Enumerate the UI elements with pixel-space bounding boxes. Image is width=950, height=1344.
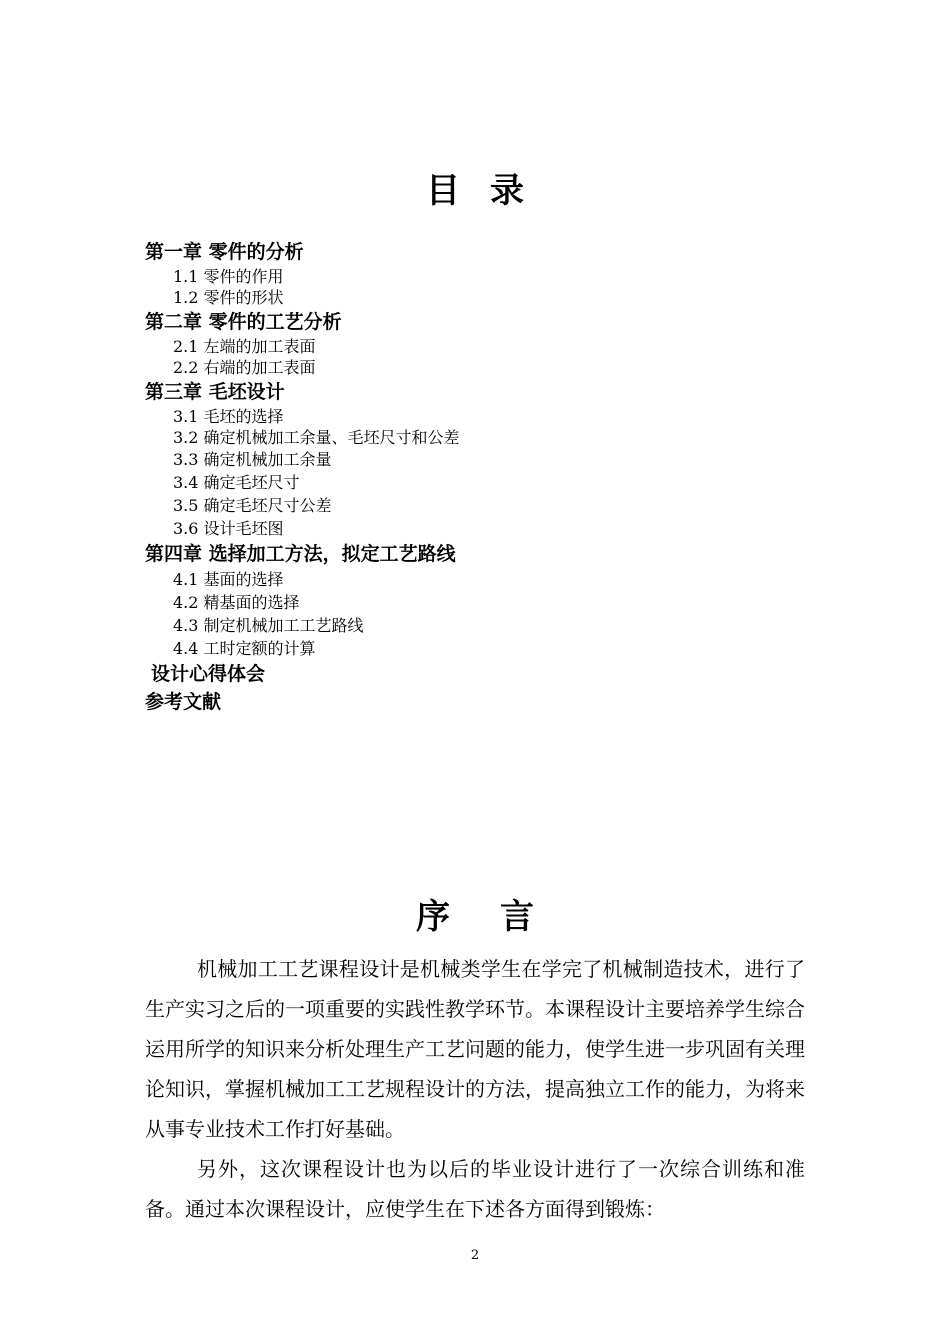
toc-item-3-4[interactable]: 3.4 确定毛坯尺寸 [173, 473, 300, 492]
toc-chapter-4[interactable]: 第四章 选择加工方法，拟定工艺路线 [145, 543, 456, 565]
toc-item-4-3[interactable]: 4.3 制定机械加工工艺路线 [173, 616, 364, 635]
preface-title: 序言 [416, 897, 584, 937]
toc-chapter-references[interactable]: 参考文献 [145, 691, 222, 713]
toc-item-4-1[interactable]: 4.1 基面的选择 [173, 570, 284, 589]
toc-item-4-4[interactable]: 4.4 工时定额的计算 [173, 639, 316, 658]
toc-item-3-5[interactable]: 3.5 确定毛坯尺寸公差 [173, 496, 332, 515]
toc-item-3-2[interactable]: 3.2 确定机械加工余量、毛坯尺寸和公差 [173, 428, 460, 447]
preface-paragraph-2: 另外，这次课程设计也为以后的毕业设计进行了一次综合训练和准备。通过本次课程设计，应使学生在下述各方面得到锻炼： [145, 1157, 805, 1221]
toc-item-1-1[interactable]: 1.1 零件的作用 [173, 267, 284, 286]
toc-item-2-1[interactable]: 2.1 左端的加工表面 [173, 337, 316, 356]
preface-paragraph-1: 机械加工工艺课程设计是机械类学生在学完了机械制造技术，进行了生产实习之后的一项重要的实践性教学环节。本课程设计主要培养学生综合运用所学的知识来分析处理生产工艺问题的能力，使学生进一步巩固有关理论知识，掌握机械加工工艺规程设计的方法，提高独立工作的能力，为将来从事专业技术工作打好基础。 [145, 957, 805, 1141]
page-number: 2 [470, 1248, 480, 1263]
toc-item-4-2[interactable]: 4.2 精基面的选择 [173, 593, 300, 612]
toc-title: 目录 [426, 171, 554, 211]
toc-item-3-3[interactable]: 3.3 确定机械加工余量 [173, 450, 332, 469]
toc-chapter-design-reflections[interactable]: 设计心得体会 [151, 663, 266, 685]
toc-item-3-6[interactable]: 3.6 设计毛坯图 [173, 519, 284, 538]
toc-chapter-3[interactable]: 第三章 毛坯设计 [145, 381, 285, 403]
toc-item-3-1[interactable]: 3.1 毛坯的选择 [173, 407, 284, 426]
table-of-contents [145, 238, 845, 716]
toc-chapter-2[interactable]: 第二章 零件的工艺分析 [145, 311, 342, 333]
preface-body [145, 949, 805, 1229]
toc-item-1-2[interactable]: 1.2 零件的形状 [173, 288, 284, 307]
toc-item-2-2[interactable]: 2.2 右端的加工表面 [173, 358, 316, 377]
toc-chapter-1[interactable]: 第一章 零件的分析 [145, 241, 304, 263]
